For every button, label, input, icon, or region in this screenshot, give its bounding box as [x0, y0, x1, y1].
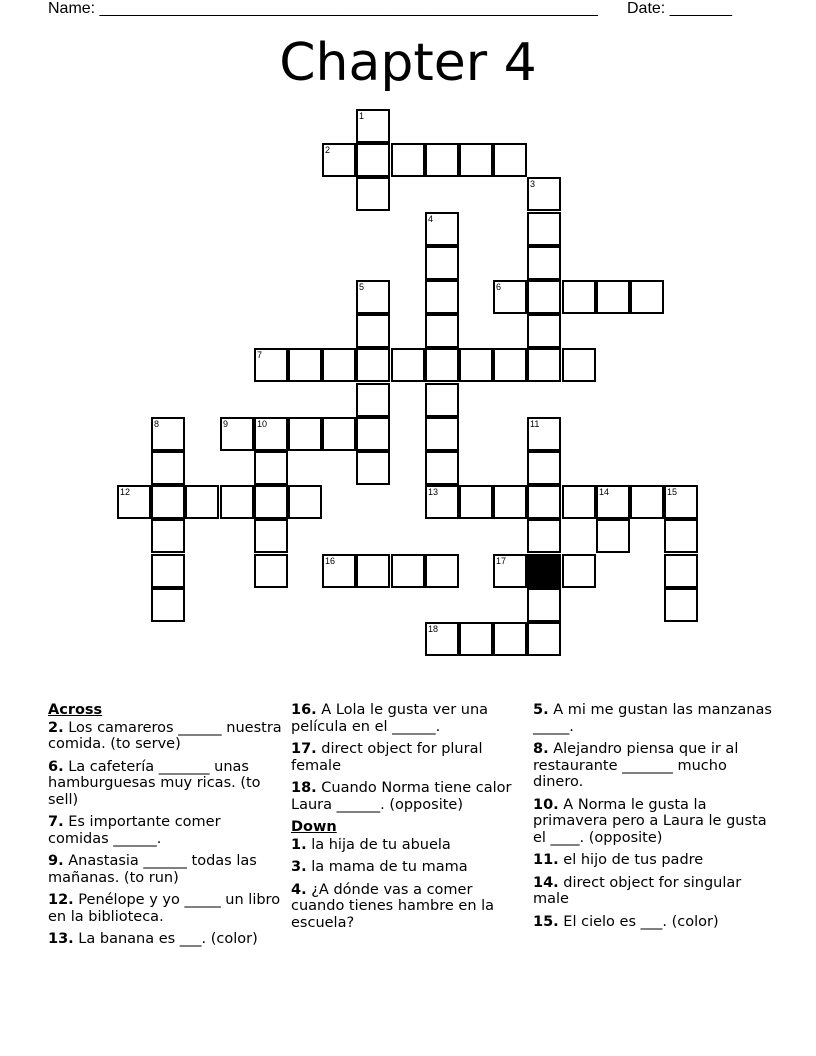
- grid-cell[interactable]: [254, 451, 288, 485]
- cell-number: 14: [599, 487, 610, 497]
- clues-column-2: [291, 702, 521, 937]
- grid-cell[interactable]: [425, 143, 459, 177]
- cell-number: 6: [496, 282, 502, 292]
- clue-across-7: 7. Es importante comer comidas ______.: [48, 814, 221, 847]
- grid-cell[interactable]: [425, 622, 459, 656]
- grid-cell[interactable]: [425, 314, 459, 348]
- cell-number: 17: [496, 556, 507, 566]
- clue-down-14: 14. direct object for singular male: [533, 874, 742, 907]
- grid-cell[interactable]: [527, 348, 561, 382]
- grid-cell[interactable]: [356, 109, 390, 143]
- grid-cell[interactable]: [527, 622, 561, 656]
- grid-cell[interactable]: [356, 280, 390, 314]
- grid-block: [527, 554, 561, 588]
- grid-cell[interactable]: [527, 519, 561, 553]
- grid-cell[interactable]: [288, 348, 322, 382]
- clue-across-18: 18. Cuando Norma tiene calor Laura ______. (opposite): [291, 780, 512, 813]
- grid-cell[interactable]: [151, 554, 185, 588]
- cell-number: 5: [359, 282, 365, 292]
- grid-cell[interactable]: [425, 280, 459, 314]
- grid-cell[interactable]: [459, 622, 493, 656]
- grid-cell[interactable]: [493, 622, 527, 656]
- grid-cell[interactable]: [596, 485, 630, 519]
- grid-cell[interactable]: [391, 348, 425, 382]
- clue-down-11: 11. el hijo de tus padre: [533, 852, 704, 868]
- clue-across-2: 2. Los camareros ______ nuestra comida. (to serve): [48, 719, 282, 752]
- grid-cell[interactable]: [220, 417, 254, 451]
- grid-cell[interactable]: [254, 554, 288, 588]
- cell-number: 15: [667, 487, 678, 497]
- grid-cell[interactable]: [527, 246, 561, 280]
- grid-cell[interactable]: [664, 485, 698, 519]
- grid-cell[interactable]: [425, 348, 459, 382]
- grid-cell[interactable]: [151, 417, 185, 451]
- clue-down-5: 5. A mi me gustan las manzanas _____.: [533, 702, 772, 735]
- cell-number: 4: [428, 214, 434, 224]
- cell-number: 7: [257, 350, 263, 360]
- cell-number: 2: [325, 145, 331, 155]
- clue-down-15: 15. El cielo es ___. (color): [533, 913, 719, 930]
- grid-cell[interactable]: [527, 280, 561, 314]
- cell-number: 11: [530, 419, 540, 429]
- clue-across-16: 16. A Lola le gusta ver una película en el ______.: [291, 702, 489, 735]
- grid-cell[interactable]: [527, 177, 561, 211]
- date-field-label: Date: _______: [627, 0, 732, 17]
- grid-cell[interactable]: [356, 383, 390, 417]
- grid-cell[interactable]: [254, 485, 288, 519]
- grid-cell[interactable]: [596, 280, 630, 314]
- grid-cell[interactable]: [151, 519, 185, 553]
- grid-cell[interactable]: [562, 554, 596, 588]
- grid-cell[interactable]: [151, 451, 185, 485]
- grid-cell[interactable]: [254, 348, 288, 382]
- grid-cell[interactable]: [322, 143, 356, 177]
- clues-column-1: [48, 702, 284, 954]
- grid-cell[interactable]: [151, 485, 185, 519]
- grid-cell[interactable]: [425, 212, 459, 246]
- cell-number: 1: [359, 111, 365, 121]
- grid-cell[interactable]: [493, 554, 527, 588]
- grid-cell[interactable]: [527, 212, 561, 246]
- across-heading: Across: [48, 702, 103, 718]
- clue-across-12: 12. Penélope y yo _____ un libro en la biblioteca.: [48, 892, 281, 925]
- grid-cell[interactable]: [459, 485, 493, 519]
- grid-cell[interactable]: [322, 417, 356, 451]
- cell-number: 16: [325, 556, 336, 566]
- grid-cell[interactable]: [664, 588, 698, 622]
- clue-across-17: 17. direct object for plural female: [291, 741, 483, 774]
- clue-down-3: 3. la mama de tu mama: [291, 859, 468, 875]
- page-title: Chapter 4: [279, 33, 537, 93]
- grid-cell[interactable]: [254, 519, 288, 553]
- grid-cell[interactable]: [527, 588, 561, 622]
- cell-number: 9: [223, 419, 229, 429]
- cell-number: 8: [154, 419, 160, 429]
- grid-cell[interactable]: [425, 246, 459, 280]
- grid-cell[interactable]: [527, 314, 561, 348]
- grid-cell[interactable]: [185, 485, 219, 519]
- grid-cell[interactable]: [322, 348, 356, 382]
- grid-cell[interactable]: [459, 143, 493, 177]
- cell-number: 13: [428, 487, 439, 497]
- grid-cell[interactable]: [254, 417, 288, 451]
- clue-across-13: 13. La banana es ___. (color): [48, 931, 258, 947]
- grid-cell[interactable]: [493, 143, 527, 177]
- grid-cell[interactable]: [425, 417, 459, 451]
- grid-cell[interactable]: [562, 485, 596, 519]
- grid-cell[interactable]: [117, 485, 151, 519]
- grid-cell[interactable]: [664, 554, 698, 588]
- grid-cell[interactable]: [493, 280, 527, 314]
- clue-down-4: 4. ¿A dónde vas a comer cuando tienes hambre en la escuela?: [291, 881, 495, 931]
- grid-cell[interactable]: [356, 417, 390, 451]
- grid-cell[interactable]: [322, 554, 356, 588]
- clue-down-10: 10. A Norma le gusta la primavera pero a Laura le gusta el ____. (opposite): [533, 796, 767, 846]
- down-heading: Down: [291, 819, 337, 835]
- grid-cell[interactable]: [527, 451, 561, 485]
- grid-cell[interactable]: [562, 348, 596, 382]
- grid-cell[interactable]: [425, 451, 459, 485]
- cell-number: 10: [257, 419, 268, 429]
- grid-cell[interactable]: [151, 588, 185, 622]
- grid-cell[interactable]: [630, 485, 664, 519]
- name-field-label: Name: ________________________________________________________: [48, 0, 598, 17]
- grid-cell[interactable]: [527, 417, 561, 451]
- grid-cell[interactable]: [356, 554, 390, 588]
- clue-across-6: 6. La cafetería _______ unas hamburguesas muy ricas. (to sell): [48, 758, 261, 808]
- grid-cell[interactable]: [425, 485, 459, 519]
- grid-cell[interactable]: [356, 314, 390, 348]
- grid-cell[interactable]: [459, 348, 493, 382]
- grid-cell[interactable]: [391, 143, 425, 177]
- grid-cell[interactable]: [630, 280, 664, 314]
- grid-cell[interactable]: [220, 485, 254, 519]
- grid-cell[interactable]: [425, 554, 459, 588]
- clue-down-8: 8. Alejandro piensa que ir al restaurante _______ mucho dinero.: [533, 741, 739, 790]
- grid-cell[interactable]: [288, 417, 322, 451]
- grid-cell[interactable]: [425, 383, 459, 417]
- grid-cell[interactable]: [493, 485, 527, 519]
- grid-cell[interactable]: [356, 143, 390, 177]
- grid-cell[interactable]: [493, 348, 527, 382]
- cell-number: 18: [428, 624, 439, 634]
- clues-column-3: [533, 702, 773, 936]
- cell-number: 12: [120, 487, 131, 497]
- grid-cell[interactable]: [288, 485, 322, 519]
- clue-across-9: 9. Anastasia ______ todas las mañanas. (to run): [48, 853, 257, 886]
- grid-cell[interactable]: [356, 451, 390, 485]
- cell-number: 3: [530, 179, 536, 189]
- clue-down-1: 1. la hija de tu abuela: [291, 836, 451, 853]
- grid-cell[interactable]: [562, 280, 596, 314]
- grid-cell[interactable]: [596, 519, 630, 553]
- grid-cell[interactable]: [664, 519, 698, 553]
- grid-cell[interactable]: [356, 348, 390, 382]
- grid-cell[interactable]: [391, 554, 425, 588]
- grid-cell[interactable]: [356, 177, 390, 211]
- grid-cell[interactable]: [527, 485, 561, 519]
